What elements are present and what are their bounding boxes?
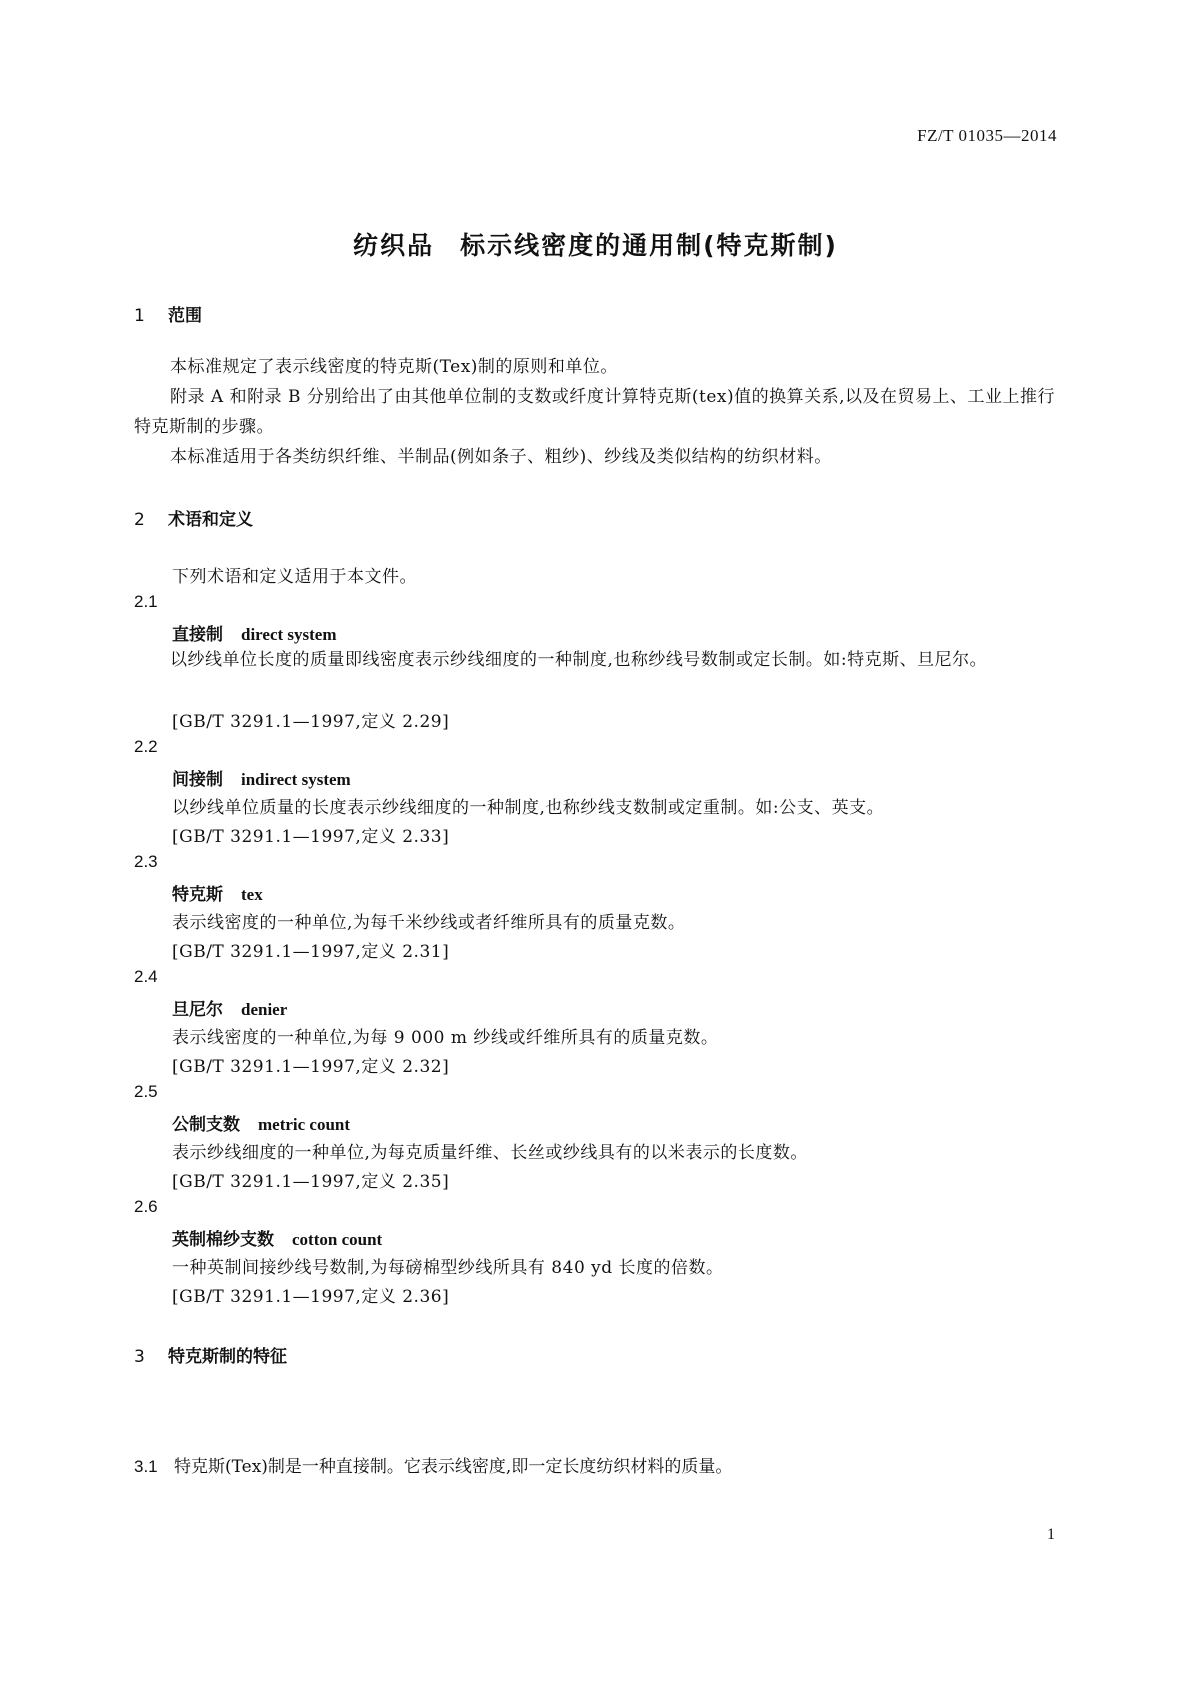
- term-zh: 旦尼尔: [172, 1000, 223, 1020]
- clause-text: 特克斯(Tex)制是一种直接制。它表示线密度,即一定长度纺织材料的质量。: [174, 1457, 733, 1477]
- term-heading: [172, 1110, 350, 1135]
- section-2-heading: [134, 505, 253, 530]
- paragraph: 本标准规定了表示线密度的特克斯(Tex)制的原则和单位。: [170, 357, 618, 377]
- paragraph: 附录 A 和附录 B 分别给出了由其他单位制的支数或纤度计算特克斯(tex)值的换算关系,以及在贸易上、工业上推行特克斯制的步骤。: [134, 387, 1056, 437]
- section-title: 范围: [168, 306, 202, 326]
- term-number: 2.5: [134, 1082, 158, 1101]
- term-source: [GB/T 3291.1—1997,定义 2.36]: [172, 1287, 450, 1307]
- section-intro: 下列术语和定义适用于本文件。: [172, 567, 417, 587]
- section-number: 3: [134, 1347, 145, 1367]
- section-3-heading: [134, 1342, 287, 1367]
- term-zh: 特克斯: [172, 885, 223, 905]
- term-number: 2.3: [134, 852, 158, 871]
- term-zh: 间接制: [172, 770, 223, 790]
- title-part-1: 纺织品: [353, 231, 435, 260]
- term-en: tex: [241, 885, 263, 904]
- term-heading: [172, 1225, 382, 1250]
- section-title: 特克斯制的特征: [168, 1347, 287, 1367]
- term-definition: 以纱线单位质量的长度表示纱线细度的一种制度,也称纱线支数制或定重制。如:公支、英支。: [172, 798, 885, 818]
- term-source: [GB/T 3291.1—1997,定义 2.29]: [172, 712, 450, 732]
- term-zh: 英制棉纱支数: [172, 1230, 274, 1250]
- term-heading: [172, 620, 337, 645]
- term-en: indirect system: [241, 770, 351, 789]
- term-definition: 以纱线单位长度的质量即线密度表示纱线细度的一种制度,也称纱线号数制或定长制。如:特克斯、旦尼尔。: [170, 650, 988, 670]
- term-source: [GB/T 3291.1—1997,定义 2.32]: [172, 1057, 450, 1077]
- standard-code: FZ/T 01035—2014: [917, 126, 1057, 145]
- term-zh: 直接制: [172, 625, 223, 645]
- term-en: direct system: [241, 625, 337, 644]
- term-heading: [172, 995, 287, 1020]
- page-number: 1: [1047, 1526, 1055, 1543]
- term-zh: 公制支数: [172, 1115, 240, 1135]
- term-source: [GB/T 3291.1—1997,定义 2.31]: [172, 942, 450, 962]
- document-title: [0, 226, 1191, 262]
- clause-3-1: [134, 1452, 732, 1477]
- term-en: metric count: [258, 1115, 351, 1134]
- term-en: denier: [241, 1000, 288, 1019]
- section-number: 2: [134, 510, 145, 530]
- term-number: 2.1: [134, 592, 158, 611]
- title-part-2: 标示线密度的通用制(特克斯制): [460, 231, 838, 260]
- term-heading: [172, 880, 263, 905]
- section-title: 术语和定义: [168, 510, 253, 530]
- term-number: 2.4: [134, 967, 158, 986]
- paragraph: 本标准适用于各类纺织纤维、半制品(例如条子、粗纱)、纱线及类似结构的纺织材料。: [170, 447, 832, 467]
- term-definition: 表示线密度的一种单位,为每 9 000 m 纱线或纤维所具有的质量克数。: [172, 1028, 719, 1048]
- clause-number: 3.1: [134, 1457, 158, 1476]
- term-heading: [172, 765, 351, 790]
- term-definition: 表示线密度的一种单位,为每千米纱线或者纤维所具有的质量克数。: [172, 913, 686, 933]
- term-definition: 表示纱线细度的一种单位,为每克质量纤维、长丝或纱线具有的以米表示的长度数。: [172, 1143, 808, 1163]
- term-source: [GB/T 3291.1—1997,定义 2.33]: [172, 827, 450, 847]
- term-en: cotton count: [292, 1230, 383, 1249]
- term-definition: 一种英制间接纱线号数制,为每磅棉型纱线所具有 840 yd 长度的倍数。: [172, 1258, 724, 1278]
- term-source: [GB/T 3291.1—1997,定义 2.35]: [172, 1172, 450, 1192]
- term-number: 2.2: [134, 737, 158, 756]
- section-number: 1: [134, 306, 145, 326]
- term-number: 2.6: [134, 1197, 158, 1216]
- section-1-heading: [134, 301, 202, 326]
